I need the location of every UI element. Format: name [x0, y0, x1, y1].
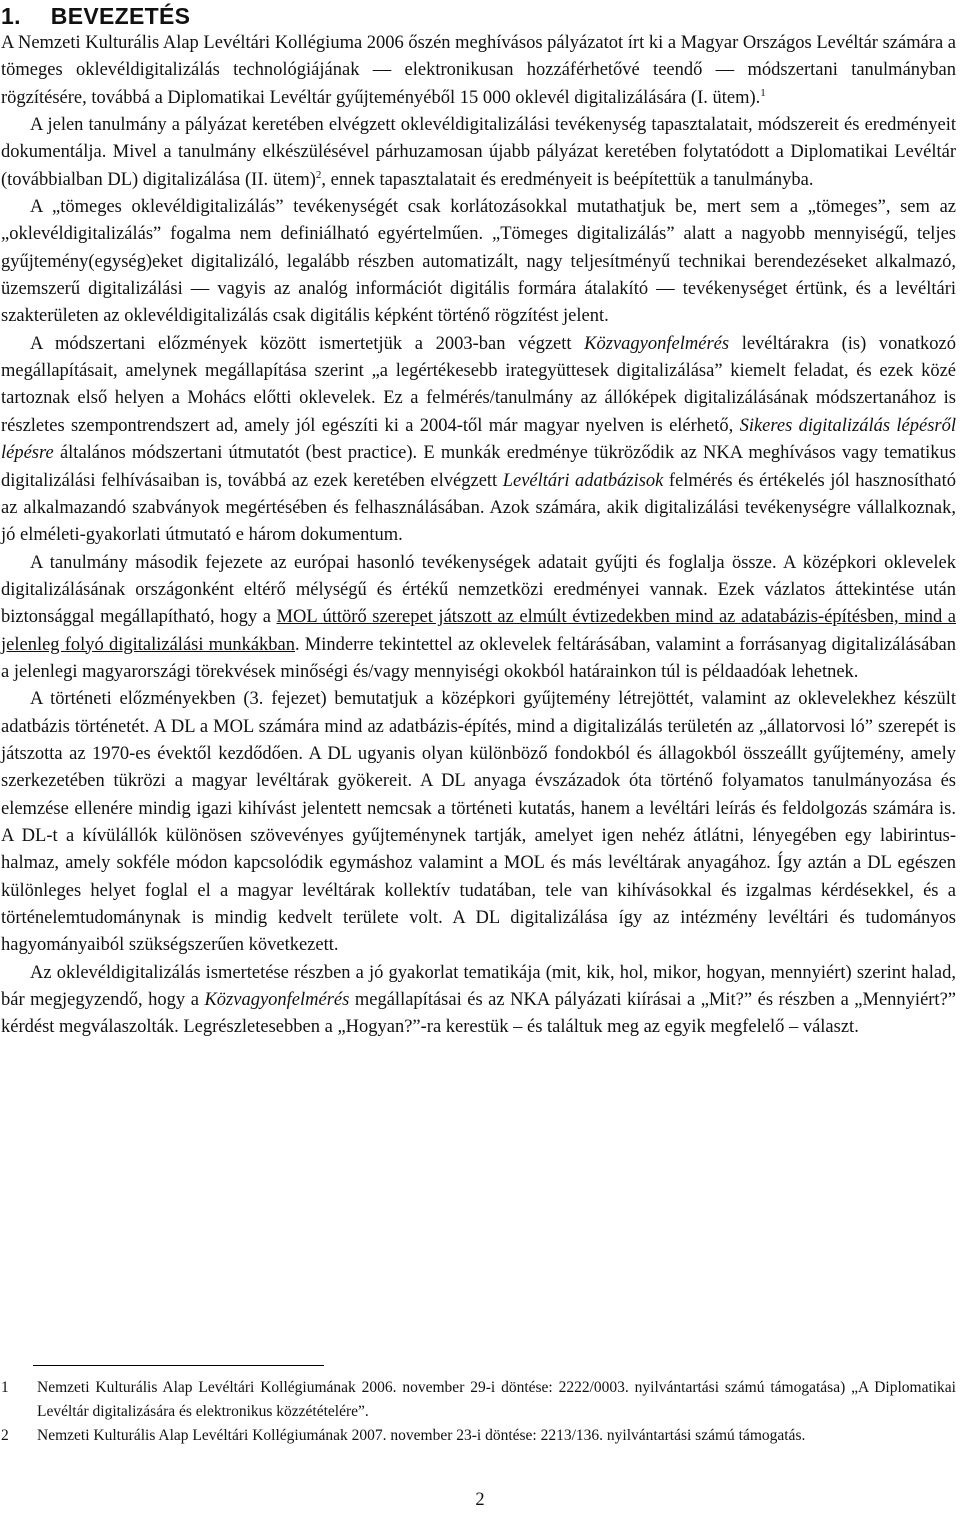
paragraph-1-text: A Nemzeti Kulturális Alap Levéltári Kollégiuma 2006 őszén meghívásos pályázatot írt ki a Magyar Országos Levéltár számára a tömeges oklevéldigitalizálás technológiájának — elektronikusan hozzáférhetővé teendő — módszertani tanulmányban rögzítésére, továbbá a Diplomatikai Levéltár gyűjteményéből 15 000 oklevél digitalizálására (I. ütem). — [1, 33, 956, 108]
paragraph-3-text: A „tömeges oklevéldigitalizálás” tevékenységét csak korlátozásokkal mutathatjuk be, mert sem a „tömeges”, sem az „oklevéldigitalizálás” fogalma nem definiálható egyértelműen. „Tömeges digitalizálás” alatt a nagyobb mennyiségű, teljes gyűjtemény(egység)eket digitalizáló, legalább részben automatizált, nagy teljesítményű technikai berendezéseket alkalmazó, üzemszerű digitalizálási — vagyis az analóg információt digitális formára átalakító — tevékenységet értünk, és a levéltári szakterületen az oklevéldigitalizálás csak digitális képként történő rögzítést jelent. — [1, 197, 956, 327]
footnote-1 — [1, 1376, 956, 1424]
paragraph-4-text-c: általános módszertani útmutatót (best practice). E munkák eredménye tükröződik az NKA meghívásos vagy tematikus digitalizálási felhívásaiban is, továbbá az ezek keretében elvégzett — [1, 443, 956, 491]
footnote-separator — [33, 1365, 324, 1366]
paragraph-2-text-b: , ennek tapasztalatait és eredményeit is beépítettük a tanulmányba. — [321, 169, 814, 190]
paragraph-5 — [1, 550, 956, 687]
paragraph-3 — [1, 194, 956, 331]
paragraph-7-text-b: megállapításai és az NKA pályázati kiírásai a „Mit?” és részben a „Mennyiért?” kérdést megválaszolták. Legrészletesebben a „Hogyan?”-ra kerestük – és találtuk meg az egyik megfelelő – választ. — [1, 990, 956, 1038]
paragraph-2 — [1, 112, 956, 194]
footnote-1-text: Nemzeti Kulturális Alap Levéltári Kollégiumának 2006. november 29-i döntése: 2222/0003. nyilvántartási számú támogatása) „A Diplomatikai Levéltár digitalizására és elektronikus közzétételére”. — [37, 1379, 956, 1420]
chapter-heading — [1, 0, 956, 30]
paragraph-1 — [1, 30, 956, 112]
chapter-title: BEVEZETÉS — [50, 3, 191, 29]
paragraph-2-text-a: A jelen tanulmány a pályázat keretében elvégzett oklevéldigitalizálási tevékenység tapasztalatait, módszereit és eredményeit dokumentálja. Mivel a tanulmány elkészülésével párhuzamosan újabb pályázat keretében folytatódott a Diplomatikai Levéltár (továbbialban DL) digitalizálása (II. ütem) — [1, 115, 956, 190]
footnote-2-mark: 2 — [1, 1427, 9, 1444]
paragraph-4-text-b: levéltárakra (is) vonatkozó megállapításait, amelynek megállapítása szerint „a legértékesebb irategyüttesek digitalizálása” kiemelt feladat, és ezek közé tartoznak első helyen a Mohács előtti oklevelek. Ez a felmérés/tanulmány az állóképek digitalizálásának módszertanához is részletes szempontrendszert ad, amely jól egészíti ki a 2004-től már magyar nyelven is elérhető, — [1, 333, 956, 436]
sikeres-digitalizalas-title: Sikeres digitalizálás lépésről lépésre — [1, 415, 957, 464]
paragraph-5-text-b: . Minderre tekintettel az oklevelek feltárásában, valamint a forrásanyag digitalizálásában a jelenlegi magyarországi törekvések minőségi és/vagy mennyiségi okokból határainkon túl is példaadóak lehetnek. — [1, 634, 956, 682]
paragraph-7 — [1, 960, 956, 1042]
paragraph-7-text-a: Az oklevéldigitalizálás ismertetése részben a jó gyakorlat tematikája (mit, kik, hol, mikor, hogyan, mennyiért) szerint halad, bár megjegyzendő, hogy a — [1, 962, 956, 1011]
leveltari-adatbazisok-title: Levéltári adatbázisok — [502, 470, 664, 491]
footnote-ref-2[interactable]: 2 — [315, 168, 322, 181]
footnotes — [1, 1376, 956, 1448]
footnote-2-text: Nemzeti Kulturális Alap Levéltári Kollégiumának 2007. november 23-i döntése: 2213/136. nyilvántartási számú támogatás. — [37, 1427, 806, 1444]
paragraph-4 — [1, 331, 956, 550]
kozvagyonfelmeres-title-2: Közvagyonfelmérés — [204, 990, 350, 1011]
footnote-1-mark: 1 — [1, 1379, 9, 1396]
paragraph-5-text-a: A tanulmány második fejezete az európai hasonló tevékenységek adatait gyűjti és foglalja össze. A középkori oklevelek digitalizálásának országonként eltérő mélységű és értékű nemzetközi eredményei vannak. Ezek vázlatos áttekintése után biztonsággal megállapítható, hogy a — [1, 552, 956, 628]
paragraph-6 — [1, 686, 956, 959]
footnote-2 — [1, 1424, 956, 1448]
paragraph-4-text-a: A módszertani előzmények között ismertetjük a 2003-ban végzett — [30, 333, 585, 354]
underlined-statement: MOL úttörő szerepet játszott az elmúlt évtizedekben mind az adatabázis-építésben, mind a jelenleg folyó digitalizálási munkákban — [1, 607, 957, 655]
footnote-ref-1[interactable]: 1 — [760, 86, 766, 99]
body-text — [1, 30, 956, 1042]
chapter-number: 1. — [1, 3, 21, 29]
paragraph-4-text-d: felmérés és értékelés jól hasznosítható az alkalmazandó szabványok megértésében és felhasználásában. Azok számára, akik digitalizálási tevékenységre vállalkoznak, jó elméleti-gyakorlati útmutató e három dokumentum. — [1, 470, 957, 546]
paragraph-6-text: A történeti előzményekben (3. fejezet) bemutatjuk a középkori gyűjtemény létrejöttét, valamint az oklevelekhez készült adatbázis történetét. A DL a MOL számára mind az adatbázis-építés, mind a digitalizálás területén az „állatorvosi ló” szerepét is játszotta az 1970-es évektől kezdődően. A DL ugyanis olyan különböző fondokból és állagokból összeállt gyűjtemény, amely szerkezetében tükrözi a magyar levéltárak gyökereit. A DL anyaga évszázadok óta történő folyamatos tanulmányozása és elemzése ellenére mindig igazi kihívást jelentett nemcsak a történeti kutatás, hanem a levéltári leírás és feldolgozás számára is. A DL-t a kívülállók különösen szövevényes gyűjteménynek tartják, amelyet igen nehéz átlátni, lényegében egy labirintus-halmaz, amely sokféle módon kapcsolódik egymáshoz valamint a MOL és más levéltárak anyagához. Így aztán a DL egészen különleges helyet foglal el a magyar levéltárak kollektív tudatában, tele van kihívásokkal és izgalmas kérdésekkel, és a történelemtudománynak is mindig kedvelt területe volt. A DL digitalizálása így az intézmény levéltári és tudományos hagyományaiból szükségszerűen következett. — [1, 689, 956, 956]
page-number: 2 — [475, 1490, 485, 1510]
kozvagyonfelmeres-title: Közvagyonfelmérés — [584, 333, 730, 354]
